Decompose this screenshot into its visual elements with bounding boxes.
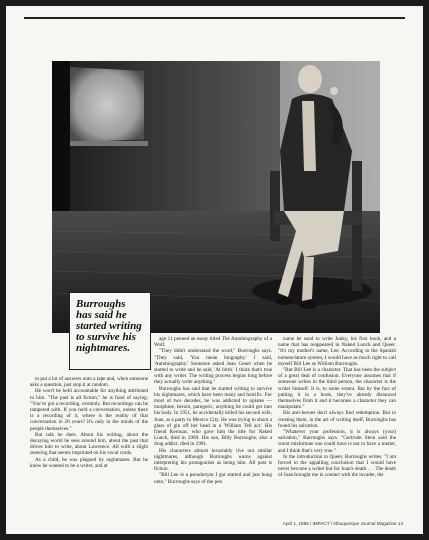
article-column-1	[30, 376, 148, 469]
top-rule	[24, 17, 405, 19]
paragraph: to put a lot of answers onto a tape and, when someone asks a question, just stop it at random.	[30, 376, 148, 389]
page-footer: April 1, 1986 / IMPACT / Albuquerque Journal Magazine 13	[282, 521, 403, 526]
paragraph: "Bill Lee is a pseudonym I got started and just hung onto," Burroughs says of the pen	[154, 472, 272, 485]
paragraph: In the introduction to Queer, Burroughs writes: "I am forced to the appalling conclusion that I would have never become a writer but for Joan's death . . . The death of Joan brought me in contact with the invader, the	[278, 453, 396, 479]
paragraph: "They didn't understand the word," Burroughs says. "They said, 'You mean biography.' I said, 'Autobiography.' Someone asked Jean Genet when he started to write and he said, 'At birth.' I think that's true with any writer. The writing process begins long before they actually write anything."	[154, 348, 272, 386]
paragraph: He won't be held accountable for anything attributed to him. "The past is all fiction," he is fond of saying. "You've got a recording, certainly. But recordings can be tampered with. If you hold a conversation, unless there is a recording of it, where is the reality of that conversation in 20 years? It's only in the minds of the people themselves."	[30, 388, 148, 432]
paragraph: Burroughs has said that he started writing to survive his nightmares, which have been many and horrific. For most of two decades, he was addicted to opiates — morphine, heroin, paregoric, anything he could get into his body. In 1951, he accidentally killed his second wife, Joan, at a party in Mexico City. He was trying to shoot a glass of gin off her head in a 'William Tell act.' His friend Kerouac, who gave him the title for Naked Lunch, died in 1969. His son, Billy Burroughs, also a drug addict, died in 1981.	[154, 385, 272, 448]
paragraph: age 11 penned an essay titled The Autobiography of a Wolf.	[154, 336, 272, 349]
paragraph: As a child, he was plagued by nightmares. But he knew he wanted to be a writer, and at	[30, 456, 148, 469]
paragraph: "But Bill Lee is a character. That has been the subject of a great deal of confusion. Everyone assumes that if someone writes in the third person, the character is the writer himself. It is, to some extent. But by the fact of putting it in a book, they've already distanced themselves from it and it becomes a character they can manipulate."	[278, 367, 396, 411]
paragraph: name he used to write Junky, his first book, and a name that has reappeared in Naked Lunch and Queer. "It's my mother's name, Lee. According to the Spanish nomenclature system, I would have as much right to call myself Bill Lee as William Burroughs.	[278, 336, 396, 367]
article-column-2	[154, 336, 272, 485]
photo-credit: Lou Noble	[372, 168, 376, 181]
magazine-page	[6, 6, 423, 534]
pull-quote: Burroughs has said he started writing to survive his nightmares.	[76, 298, 142, 354]
article-column-3	[278, 336, 396, 479]
paragraph: But talk he does. About his writing, about the decaying world he sees around him, about the past that drives him to write, about Lawrence. All with a slight sneering that seems imprinted on his vocal cords.	[30, 431, 148, 457]
paragraph: "Whatever your profession, it is always (your) salvation," Burroughs says. "Gertrude Stein said the worst misfortune one could have is not to have a metier, and I think that's very true."	[278, 429, 396, 454]
paragraph: His anti-heroes don't always find redemption. But in creating them, in the act of writing itself, Burroughs has found his salvation.	[278, 410, 396, 429]
paragraph: His characters almost invariably live out similar nightmares, although Burroughs warns against interpreting his protagonists as being him. All past is fiction.	[154, 447, 272, 473]
article-columns	[30, 336, 399, 485]
